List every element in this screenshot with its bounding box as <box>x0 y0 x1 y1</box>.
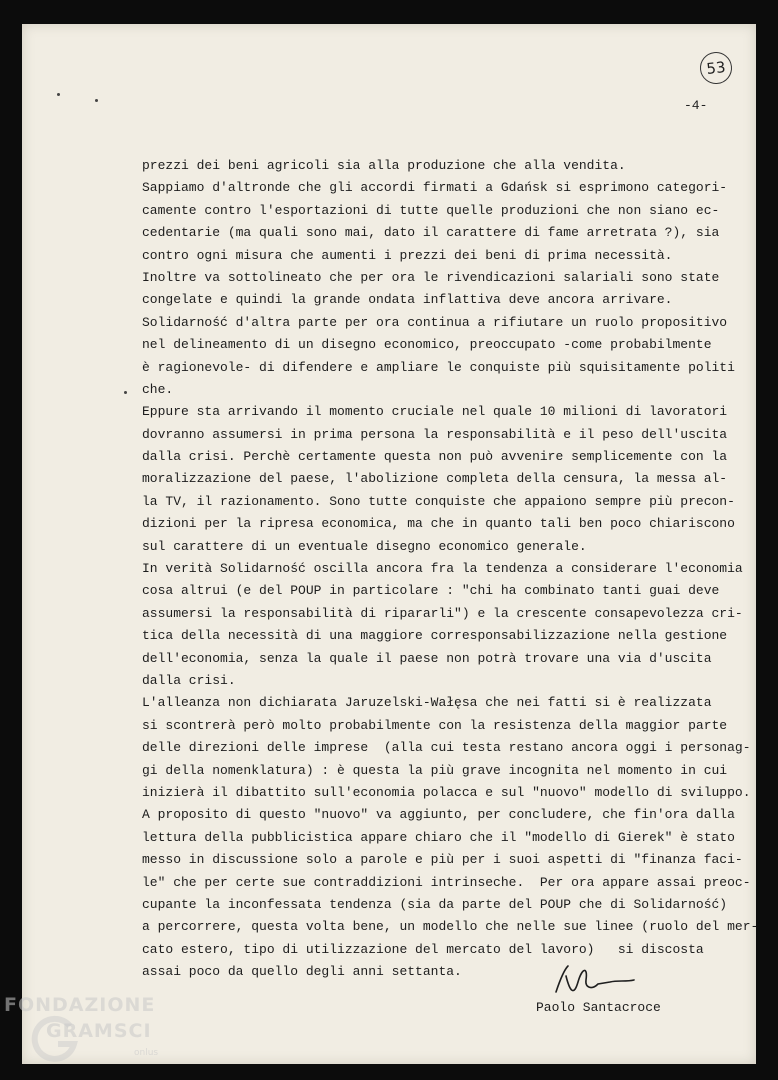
archive-number: 53 <box>705 58 727 78</box>
signature <box>548 962 638 998</box>
text-line: messo in discussione solo a parole e più per i suoi aspetti di "finanza faci- <box>142 852 743 868</box>
text-line: dovranno assumersi in prima persona la responsabilità e il peso dell'uscita <box>142 426 728 442</box>
text-line: a percorrere, questa volta bene, un modello che nelle sue linee (ruolo del mer- <box>142 919 759 935</box>
text-line: la TV, il razionamento. Sono tutte conquiste che appaiono sempre più precon- <box>142 493 735 509</box>
text-line: è ragionevole- di difendere e ampliare le conquiste più squisitamente politi <box>142 359 735 375</box>
text-line: camente contro l'esportazioni di tutte quelle produzioni che non siano ec- <box>142 202 720 218</box>
text-line: Solidarność d'altra parte per ora continua a rifiutare un ruolo propositivo <box>142 314 728 330</box>
fondazione-gramsci-watermark <box>4 994 204 1074</box>
ink-speck <box>95 99 98 102</box>
ink-speck <box>124 391 127 394</box>
text-line: dell'economia, senza la quale il paese non potrà trovare una via d'uscita <box>142 650 712 666</box>
text-line: cosa altrui (e del POUP in particolare : "chi ha combinato tanti guai deve <box>142 583 720 599</box>
text-line: Inoltre va sottolineato che per ora le rivendicazioni salariali sono state <box>142 269 720 285</box>
body-text <box>142 155 759 983</box>
text-line: congelate e quindi la grande ondata inflattiva deve ancora arrivare. <box>142 292 673 308</box>
text-line: In verità Solidarność oscilla ancora fra la tendenza a considerare l'economia <box>142 561 743 577</box>
text-line: delle direzioni delle imprese (alla cui testa restano ancora oggi i personag- <box>142 740 751 756</box>
text-line: tica della necessità di una maggiore corresponsabilizzazione nella gestione <box>142 628 728 644</box>
text-line: Eppure sta arrivando il momento cruciale nel quale 10 milioni di lavoratori <box>142 404 728 420</box>
text-line: moralizzazione del paese, l'abolizione completa della censura, la messa al- <box>142 471 728 487</box>
page-number: -4- <box>684 98 708 113</box>
text-line: cupante la inconfessata tendenza (sia da parte del POUP che di Solidarność) <box>142 896 728 912</box>
text-line: sul carattere di un eventuale disegno economico generale. <box>142 538 587 554</box>
text-line: inizierà il dibattito sull'economia polacca e sul "nuovo" modello di sviluppo. <box>142 784 751 800</box>
text-line: gi della nomenklatura) : è questa la più grave incognita nel momento in cui <box>142 762 728 778</box>
text-line: assai poco da quello degli anni settanta. <box>142 964 462 980</box>
watermark-line2: GRAMSCI <box>46 1020 152 1042</box>
text-line: Sappiamo d'altronde che gli accordi firmati a Gdańsk si esprimono categori- <box>142 180 728 196</box>
text-line: prezzi dei beni agricoli sia alla produzione che alla vendita. <box>142 158 626 173</box>
text-line: si scontrerà però molto probabilmente con la resistenza della maggior parte <box>142 717 728 733</box>
ink-speck <box>57 93 60 96</box>
text-line: A proposito di questo "nuovo" va aggiunto, per concludere, che fin'ora dalla <box>142 807 735 823</box>
text-line: dizioni per la ripresa economica, ma che in quanto tali ben poco chiariscono <box>142 516 735 532</box>
text-line: lettura della pubblicistica appare chiaro che il "modello di Gierek" è stato <box>142 829 735 845</box>
signature-name: Paolo Santacroce <box>536 1000 661 1015</box>
text-line: cato estero, tipo di utilizzazione del mercato del lavoro) si discosta <box>142 941 704 957</box>
text-line: assumersi la responsabilità di ripararli") e la crescente consapevolezza cri- <box>142 605 743 621</box>
text-line: cedentarie (ma quali sono mai, dato il carattere di fame arretrata ?), sia <box>142 225 720 241</box>
text-line: nel delineamento di un disegno economico, preoccupato -come probabilmente <box>142 337 712 353</box>
text-line: dalla crisi. <box>142 672 236 688</box>
text-line: dalla crisi. Perchè certamente questa non può avvenire semplicemente con la <box>142 449 728 465</box>
text-line: le" che per certe sue contraddizioni intrinseche. Per ora appare assai preoc- <box>142 874 751 890</box>
text-line: che. <box>142 381 174 397</box>
watermark-line3: onlus <box>134 1048 159 1058</box>
watermark-line1: FONDAZIONE <box>4 994 156 1016</box>
text-line: contro ogni misura che aumenti i prezzi dei beni di prima necessità. <box>142 247 673 263</box>
text-line: L'alleanza non dichiarata Jaruzelski-Wałęsa che nei fatti si è realizzata <box>142 695 712 711</box>
